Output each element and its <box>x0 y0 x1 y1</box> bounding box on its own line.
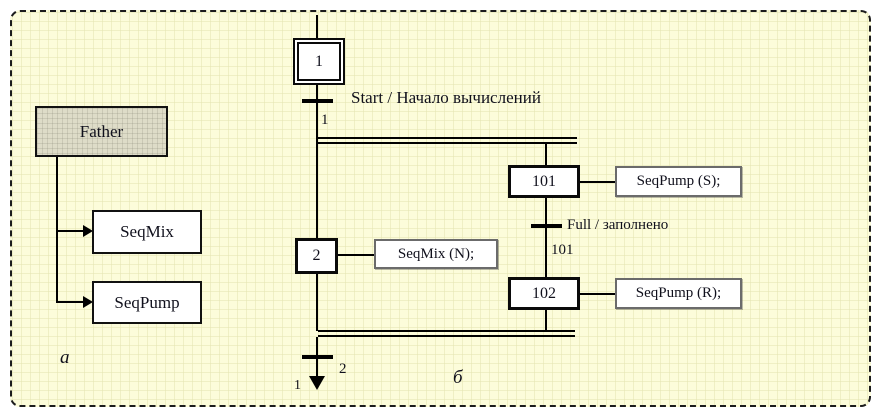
parallel-convergence-bar <box>318 330 575 337</box>
initial-step-number: 1 <box>315 52 323 70</box>
end-transition-number: 2 <box>339 361 347 377</box>
parallel-divergence-bar <box>318 137 577 144</box>
caption-b: б <box>453 367 463 388</box>
step-2-action-connector <box>338 254 374 256</box>
entry-flow-line <box>316 15 318 39</box>
father-label: Father <box>79 121 124 141</box>
right-branch-line-bottom <box>545 310 547 331</box>
right-branch-line-top <box>545 144 547 165</box>
flow-line-step1-divergence <box>316 85 318 144</box>
seqpump-box <box>92 281 202 324</box>
tree-branch-line-seqmix <box>57 230 85 232</box>
action-box-seqpump-s <box>615 166 742 197</box>
caption-a: а <box>60 347 70 368</box>
action-seqmix-text: SeqMix (N); <box>397 245 475 262</box>
left-branch-line-top <box>316 144 318 238</box>
initial-step-inner <box>297 42 341 81</box>
step-102-box <box>508 277 580 310</box>
step-102-number: 102 <box>532 284 556 302</box>
tree-branch-line-seqpump <box>57 301 85 303</box>
action-box-seqmix <box>374 239 498 269</box>
step-2-number: 2 <box>312 247 321 264</box>
initial-step-box <box>293 38 345 85</box>
diagram-frame <box>10 10 871 407</box>
full-transition-number: 101 <box>551 242 574 258</box>
full-transition-tick <box>531 224 562 228</box>
start-transition-tick <box>302 99 333 103</box>
jump-arrow-icon <box>309 376 325 390</box>
action-seqpump-s-text: SeqPump (S); <box>636 173 721 189</box>
full-transition-condition: Full / заполнено <box>567 217 669 233</box>
father-box <box>35 106 168 157</box>
start-transition-number: 1 <box>321 112 329 128</box>
jump-target-label: 1 <box>294 378 301 393</box>
start-transition-condition: Start / Начало вычислений <box>351 88 541 107</box>
seqpump-label: SeqPump <box>114 292 180 312</box>
step-101-action-connector <box>580 181 615 183</box>
step-102-action-connector <box>580 293 615 295</box>
end-transition-tick <box>302 355 333 359</box>
action-box-seqpump-r <box>615 278 742 309</box>
step-2-box <box>295 238 338 274</box>
seqmix-box <box>92 210 202 254</box>
action-seqpump-r-text: SeqPump (R); <box>635 285 722 301</box>
step-101-box <box>508 165 580 198</box>
seqmix-label: SeqMix <box>120 222 174 241</box>
left-branch-line-bottom <box>316 274 318 331</box>
step-101-number: 101 <box>532 172 556 190</box>
right-branch-line-middle <box>545 198 547 277</box>
